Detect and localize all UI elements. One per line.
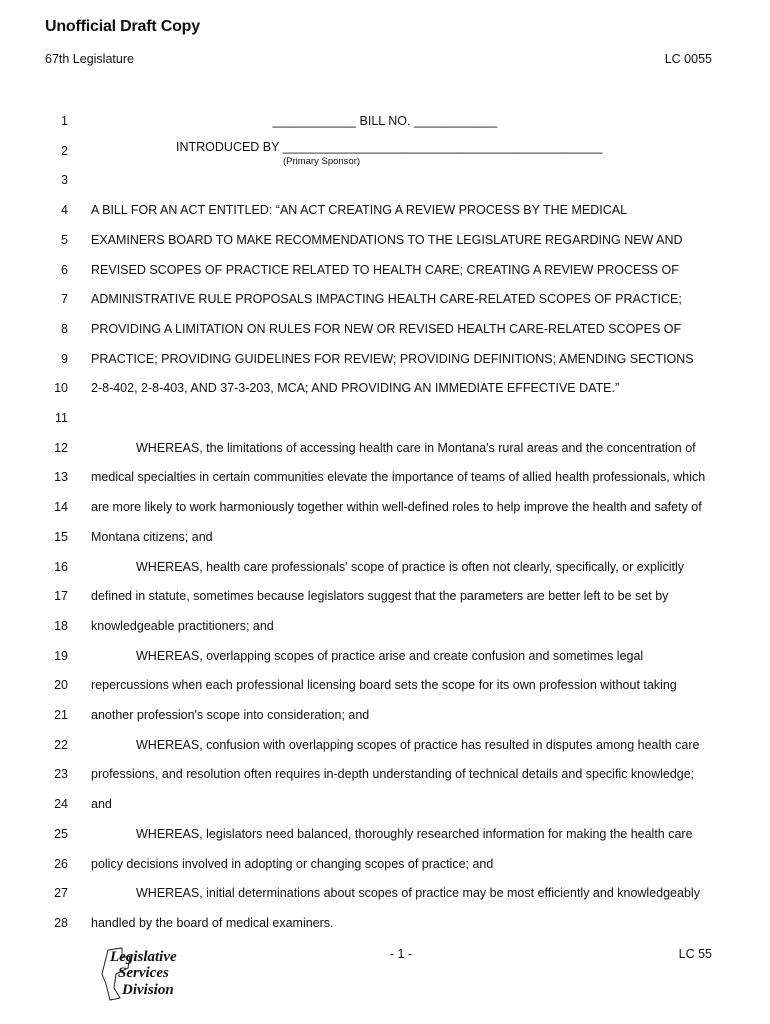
line-text: handled by the board of medical examiners.	[91, 915, 334, 930]
bill-line	[0, 352, 770, 370]
line-number: 27	[54, 886, 68, 901]
bill-line	[0, 857, 770, 875]
line-number: 1	[61, 114, 68, 128]
line-number: 10	[54, 381, 68, 396]
line-text: WHEREAS, health care professionals' scope of practice is often not clearly, specifically, or explicitly	[136, 559, 684, 574]
line-text: ADMINISTRATIVE RULE PROPOSALS IMPACTING HEALTH CARE-RELATED SCOPES OF PRACTICE;	[91, 292, 682, 307]
bill-line	[0, 233, 770, 251]
introduced-by-line: INTRODUCED BY ______________________________________________	[176, 140, 603, 154]
bill-line	[0, 441, 770, 459]
line-number: 6	[61, 262, 68, 277]
logo-text-services: Services	[118, 965, 169, 981]
bill-line	[0, 263, 770, 281]
line-text: repercussions when each professional licensing board sets the scope for its own profession without taking	[91, 678, 677, 693]
line-text: and	[91, 797, 112, 812]
bill-line	[0, 827, 770, 845]
line-number: 12	[54, 440, 68, 455]
line-number: 25	[54, 826, 68, 841]
line-number: 24	[54, 797, 68, 812]
bill-line	[0, 411, 770, 429]
bill-line	[0, 203, 770, 221]
line-number: 3	[61, 173, 68, 188]
bill-line	[0, 738, 770, 756]
line-text: professions, and resolution often requires in-depth understanding of technical details and specific knowledge;	[91, 767, 695, 782]
line-number: 5	[61, 232, 68, 247]
line-number: 11	[55, 411, 68, 425]
legislature-label: 67th Legislature	[45, 52, 134, 66]
bill-line	[0, 797, 770, 815]
logo-text-legislative: Legislative	[110, 949, 177, 965]
line-text: Montana citizens; and	[91, 529, 213, 544]
line-text: WHEREAS, the limitations of accessing health care in Montana's rural areas and the concentration of	[136, 440, 696, 455]
lc-number: LC 0055	[664, 52, 712, 66]
line-text: another profession's scope into consideration; and	[91, 708, 370, 722]
line-number: 9	[61, 351, 68, 366]
bill-number-line: ____________ BILL NO. ____________	[272, 114, 498, 128]
bill-line	[0, 560, 770, 578]
line-number: 20	[54, 678, 68, 693]
line-number: 17	[54, 589, 68, 604]
line-text: medical specialties in certain communities elevate the importance of teams of allied health professionals, which	[91, 470, 706, 485]
bill-line	[0, 530, 770, 548]
line-number: 2	[61, 143, 68, 158]
draft-title: Unofficial Draft Copy	[45, 18, 200, 35]
line-number: 8	[61, 321, 68, 336]
line-text: defined in statute, sometimes because legislators suggest that the parameters are better left to be set by	[91, 589, 669, 604]
footer-lc-number: LC 55	[678, 947, 712, 961]
line-number: 22	[54, 737, 68, 752]
line-number: 7	[61, 292, 68, 307]
bill-line	[0, 500, 770, 518]
line-number: 21	[54, 708, 68, 722]
bill-line	[0, 916, 770, 934]
bill-line	[0, 381, 770, 399]
line-number: 28	[54, 915, 68, 930]
line-text: WHEREAS, overlapping scopes of practice arise and create confusion and sometimes legal	[136, 648, 644, 663]
line-text: 2-8-402, 2-8-403, AND 37-3-203, MCA; AND PROVIDING AN IMMEDIATE EFFECTIVE DATE.”	[91, 381, 620, 396]
bill-line	[0, 619, 770, 637]
bill-line	[0, 649, 770, 667]
bill-line	[0, 678, 770, 696]
line-number: 16	[54, 559, 68, 574]
line-text: PRACTICE; PROVIDING GUIDELINES FOR REVIEW; PROVIDING DEFINITIONS; AMENDING SECTIONS	[91, 351, 694, 366]
bill-line	[0, 470, 770, 488]
line-text: REVISED SCOPES OF PRACTICE RELATED TO HEALTH CARE; CREATING A REVIEW PROCESS OF	[91, 262, 679, 277]
line-number: 14	[54, 500, 68, 515]
line-text: EXAMINERS BOARD TO MAKE RECOMMENDATIONS TO THE LEGISLATURE REGARDING NEW AND	[91, 232, 683, 247]
bill-line	[0, 292, 770, 310]
line-text: WHEREAS, confusion with overlapping scopes of practice has resulted in disputes among health care	[136, 737, 700, 752]
line-number: 15	[54, 529, 68, 544]
primary-sponsor-note: (Primary Sponsor)	[282, 156, 361, 167]
line-text: knowledgeable practitioners; and	[91, 618, 274, 633]
line-number: 19	[54, 648, 68, 663]
line-text: policy decisions involved in adopting or changing scopes of practice; and	[91, 856, 494, 871]
line-number: 23	[54, 767, 68, 782]
bill-line	[0, 886, 770, 904]
bill-line	[0, 173, 770, 191]
logo-text-division: Division	[122, 982, 174, 998]
line-number: 18	[54, 618, 68, 633]
bill-line	[0, 589, 770, 607]
page-number: - 1 -	[389, 947, 413, 961]
bill-line	[0, 708, 770, 726]
line-text: WHEREAS, legislators need balanced, thoroughly researched information for making the health care	[136, 826, 693, 841]
line-number: 4	[61, 203, 68, 218]
line-text: PROVIDING A LIMITATION ON RULES FOR NEW OR REVISED HEALTH CARE-RELATED SCOPES OF	[91, 321, 682, 336]
line-text: are more likely to work harmoniously together within well-defined roles to help improve the health and safety of	[91, 500, 702, 515]
line-text: A BILL FOR AN ACT ENTITLED: “AN ACT CREATING A REVIEW PROCESS BY THE MEDICAL	[91, 203, 628, 218]
line-text: WHEREAS, initial determinations about scopes of practice may be most efficiently and knowledgeably	[136, 886, 700, 901]
line-number: 13	[54, 470, 68, 485]
bill-line	[0, 767, 770, 785]
line-number: 26	[54, 856, 68, 871]
bill-line	[0, 322, 770, 340]
